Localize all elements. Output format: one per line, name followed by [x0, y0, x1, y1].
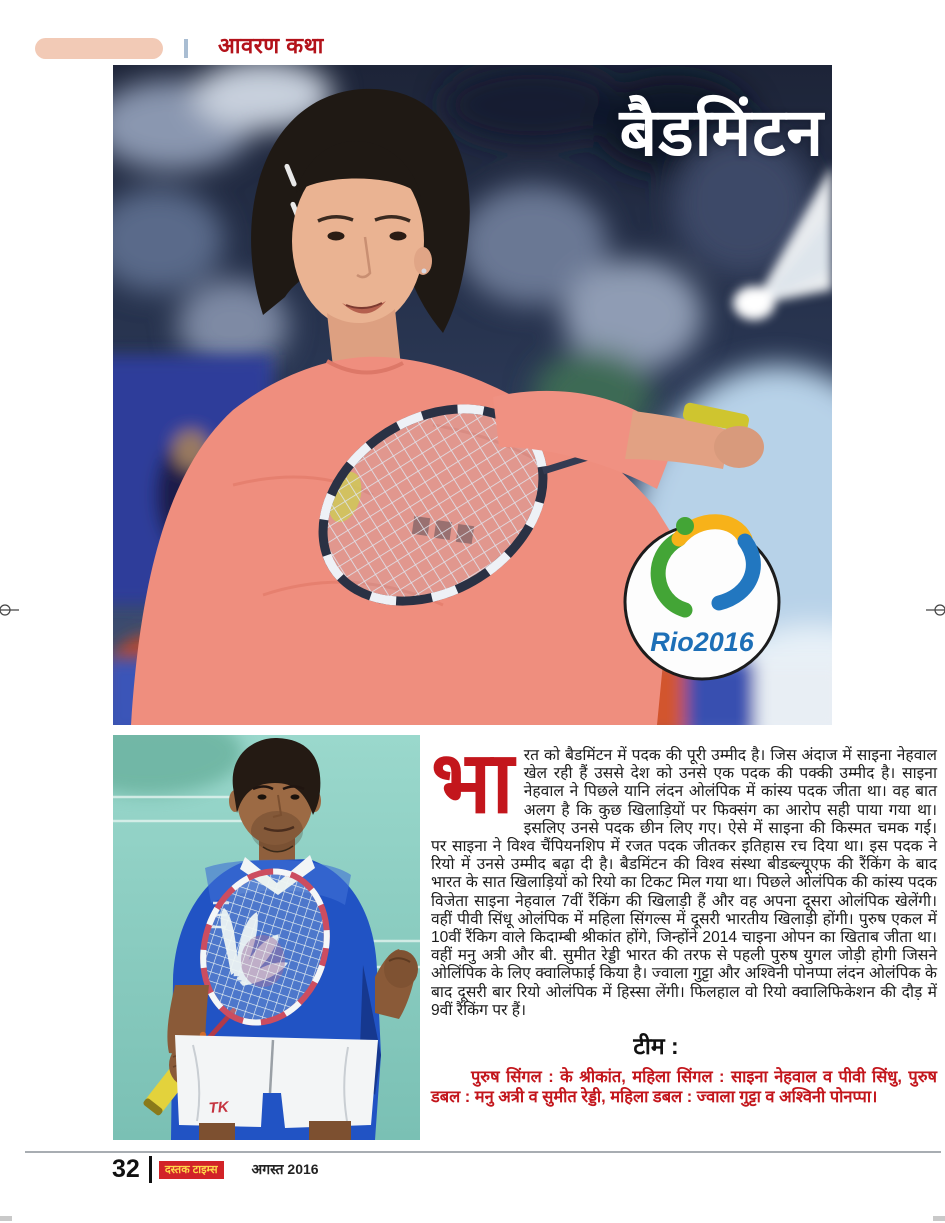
player-photo-illustration — [113, 735, 420, 1140]
footer-rule — [25, 1151, 941, 1153]
section-title: आवरण कथा — [218, 33, 324, 58]
header-divider — [184, 39, 188, 58]
corner-mark-left-icon — [0, 1216, 12, 1221]
shorts-brand-logo: TK — [208, 1098, 230, 1117]
article-column — [431, 735, 937, 1107]
footer-separator — [149, 1156, 152, 1183]
team-heading: टीम : — [633, 1033, 679, 1060]
magazine-logo: दस्तक टाइम्स — [159, 1161, 224, 1179]
registration-mark-left-icon — [0, 600, 20, 620]
rio-logo-wordmark: Rio2016 — [650, 627, 754, 657]
corner-mark-right-icon — [933, 1216, 945, 1221]
team-list: पुरुष सिंगल : के श्रीकांत, महिला सिंगल : साइना नेहवाल व पीवी सिंधु, पुरुष डबल : मनु अत्री व सुमीत रेड्डी, महिला डबल : ज्वाला गुट्टा व अश्विनी पोनप्पा। — [431, 1068, 937, 1107]
article-body — [431, 735, 937, 1020]
article-drop-cap: भा — [431, 735, 514, 831]
player-photo — [113, 735, 420, 1140]
footer-page-number: 32 — [112, 1155, 140, 1183]
hero-photo — [113, 65, 832, 725]
article-body-text: रत को बैडमिंटन में पदक की पूरी उम्मीद है। जिस अंदाज में साइना नेहवाल खेल रही हैं उससे देश को उनसे एक पदक की पक्की उम्मीद है। साइना नेहवाल ने पिछले यानि लंदन ओलंपिक में कांस्य पदक जीता था। वह बात अलग है कि कुछ खिलाड़ियों पर फिक्संग का आरोप सही पाया गया था। इसलिए उनसे पदक छीन लिए गए। ऐसे में साइना की किस्मत चमक गई। पर साइना ने विश्व चैंपियनशिप में रजत पदक जीतकर इतिहास रच दिया था। इस पदक ने रियो में उनसे उम्मीद बढ़ा दी है। बैडमिंटन की विश्व संस्था बीडब्ल्यूएफ की रैंकिंग के बाद भारत के सात खिलाड़ियों को रियो का टिकट मिल गया था। पिछले ओलंपिक की कांस्य पदक विजेता साइना नेहवाल 7वीं रैंकिंग की खिलाड़ी हैं और वह अपना दूसरा ओलंपिक खेलेंगी। वहीं पीवी सिंधू ओलंपिक में महिला सिंगल्स में दूसरी भारतीय खिलाड़ी होंगी। पुरुष एकल में 10वीं रैंकिग वाले किदाम्बी श्रीकांत होंगे, जिन्होंने 2014 चाइना ओपन का खिताब जीता था। वहीं मनु अत्री और बी. सुमीत रेड्डी भारत की तरफ से पहली पुरुष युगल जोड़ी होगी जिसने ओलिंपिक के लिए क्वालिफाई किया है। ज्वाला गुट्टा और अश्विनी पोनप्पा लंदन ओलंपिक के बाद दूसरी बार रियो ओलंपिक में हिस्सा लेंगी। फिलहाल वो रियो क्वालिफिकेशन की दौड़ में 9वीं रैंकिंग पर हैं। — [431, 747, 937, 1019]
footer — [112, 1155, 319, 1184]
registration-mark-right-icon — [925, 600, 945, 620]
footer-issue-date: अगस्त 2016 — [251, 1161, 319, 1177]
hero-title-overlay: बैडमिंटन — [619, 95, 824, 169]
header-pill — [35, 38, 163, 59]
